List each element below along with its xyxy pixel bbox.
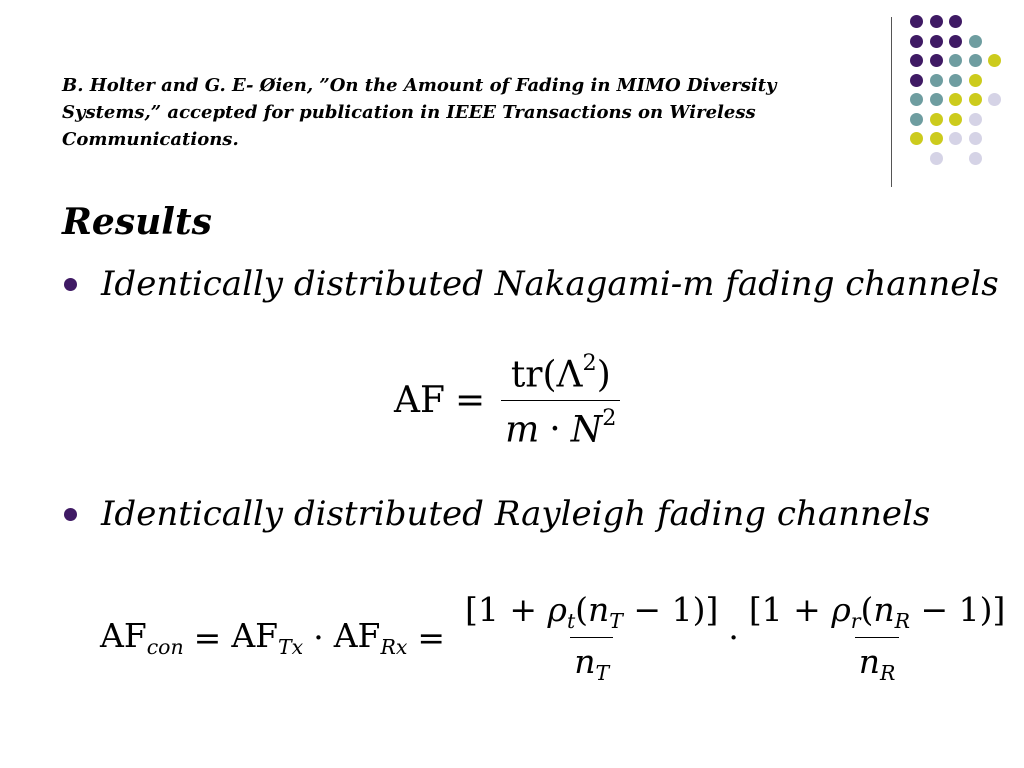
subscript: r: [850, 609, 861, 634]
decorative-dot-grid: [910, 15, 1010, 165]
decorative-dot: [949, 132, 962, 145]
af-term: AF: [100, 616, 147, 656]
subscript: Tx: [278, 635, 304, 660]
decorative-dot: [930, 93, 943, 106]
reference-citation: B. Holter and G. E- Øien, ”On the Amount of Fading in MIMO Diversity Systems,” accepted for publication in IEEE Transactions on Wireless Communications.: [62, 75, 777, 150]
eq-equals: =: [454, 379, 486, 421]
var-m: m: [505, 409, 540, 451]
rho-symbol: ρ: [547, 590, 567, 629]
bracket-close: − 1)]: [622, 590, 719, 629]
eq-numerator: [745, 590, 1010, 637]
var-n: n: [588, 590, 610, 629]
decorative-dot: [910, 15, 923, 28]
decorative-dot: [930, 152, 943, 165]
af-term: AF: [333, 616, 381, 656]
decorative-dot: [969, 93, 982, 106]
subscript: T: [609, 609, 623, 634]
eq-equals: =: [193, 618, 222, 658]
subscript: T: [595, 661, 610, 686]
decorative-dot: [969, 74, 982, 87]
decorative-dot: [969, 152, 982, 165]
af-tx-term: [231, 616, 303, 659]
decorative-dot: [949, 113, 962, 126]
dot-op: ·: [728, 618, 739, 658]
bullet-text: Identically distributed Nakagami-m fading channels: [101, 264, 999, 304]
var-N: N: [570, 409, 603, 451]
decorative-dot: [930, 15, 943, 28]
dot-op: ·: [313, 618, 324, 658]
decorative-dot: [910, 74, 923, 87]
bracket-open: [1 +: [748, 590, 832, 629]
af-term: AF: [231, 616, 279, 656]
subscript: R: [894, 609, 911, 634]
equation-nakagami-af: [394, 350, 626, 450]
decorative-dot: [910, 132, 923, 145]
var-n: n: [574, 642, 596, 682]
decorative-dot: [949, 15, 962, 28]
paren: (: [575, 590, 589, 629]
bullet-dot-icon: [64, 278, 77, 291]
decorative-dot: [969, 132, 982, 145]
eq-lhs: AF: [394, 379, 445, 421]
eq-fraction: [501, 350, 620, 450]
exponent: 2: [602, 404, 617, 431]
subscript: R: [880, 661, 896, 686]
af-rx-term: [334, 616, 408, 659]
eq-lhs: [100, 616, 184, 659]
slide-heading: Results: [62, 201, 212, 243]
trace-fn: tr: [510, 354, 543, 396]
decorative-dot: [988, 93, 1001, 106]
bracket-open: [1 +: [465, 590, 548, 629]
eq-denominator: [855, 637, 900, 685]
subscript: Rx: [380, 635, 408, 660]
paren: (: [860, 590, 874, 629]
decorative-dot: [969, 113, 982, 126]
decorative-dot: [949, 35, 962, 48]
subscript: t: [566, 609, 576, 634]
decorative-dot: [910, 93, 923, 106]
subscript: con: [146, 635, 184, 660]
bullet-item-nakagami: [62, 262, 999, 306]
var-n: n: [858, 642, 881, 682]
paren: (: [542, 354, 557, 396]
eq-denominator: [570, 637, 613, 685]
decorative-dot: [949, 93, 962, 106]
eq-fraction-tx: [461, 590, 722, 685]
eq-fraction-rx: [745, 590, 1010, 685]
eq-numerator: [461, 590, 722, 637]
dot-op: ·: [549, 409, 561, 451]
decorative-dot: [930, 35, 943, 48]
equation-rayleigh-af: [100, 590, 1015, 685]
bracket-close: − 1)]: [910, 590, 1006, 629]
bullet-dot-icon: [64, 508, 77, 521]
bullet-text: Identically distributed Rayleigh fading channels: [101, 494, 931, 534]
decorative-dot: [930, 54, 943, 67]
decorative-dot: [930, 113, 943, 126]
var-n: n: [873, 590, 895, 629]
lambda-symbol: Λ: [556, 354, 583, 396]
eq-equals: =: [417, 618, 446, 658]
eq-numerator: [507, 350, 615, 400]
eq-denominator: [501, 400, 620, 451]
decorative-dot: [949, 54, 962, 67]
decorative-dot: [930, 132, 943, 145]
rho-symbol: ρ: [831, 590, 851, 629]
decorative-dot: [949, 74, 962, 87]
paren: ): [596, 354, 611, 396]
decorative-dot: [969, 54, 982, 67]
decorative-dot: [910, 113, 923, 126]
exponent: 2: [582, 350, 597, 376]
decorative-dot: [910, 35, 923, 48]
decorative-dot: [988, 54, 1001, 67]
decorative-dot: [930, 74, 943, 87]
decorative-dot: [910, 54, 923, 67]
decorative-dot: [969, 35, 982, 48]
bullet-item-rayleigh: [62, 492, 962, 536]
vertical-divider: [891, 17, 892, 187]
